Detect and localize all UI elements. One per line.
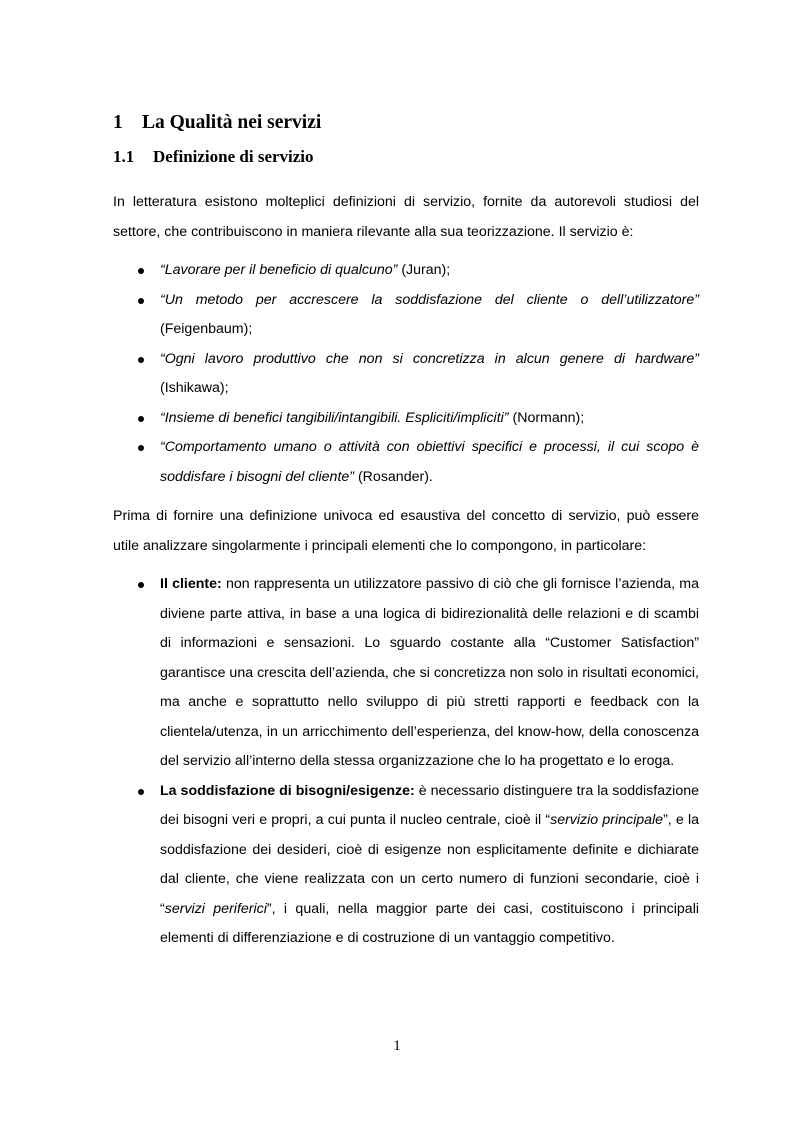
list-item xyxy=(113,433,699,492)
definitions-block xyxy=(113,256,699,492)
bullet-icon xyxy=(138,357,144,363)
element-text: ”, e la soddisfazione dei desideri, cioè di esigenze non esplicitamente definite e dichiarate dal cliente, che viene realizzata con un certo numero di funzioni secondarie, cioè i “ xyxy=(160,812,700,917)
definition-quote: “Comportamento umano o attività con obiettivi specifici e processi, il cui scopo è soddisfare i bisogni del cliente” xyxy=(160,439,699,485)
bullet-icon xyxy=(138,445,144,451)
list-item xyxy=(113,345,699,404)
transition-paragraph: Prima di fornire una definizione univoca ed esaustiva del concetto di servizio, può essere utile analizzare singolarmente i principali elementi che lo compongono, in particolare: xyxy=(113,508,699,554)
bullet-icon xyxy=(138,268,144,274)
element-text: non rappresenta un utilizzatore passivo di ciò che gli fornisce l’azienda, ma diviene parte attiva, in base a una logica di bidirezionalità delle relazioni e di scambi di informazioni e sensazioni. Lo sguardo costante alla “Customer Satisfaction” garantisce una crescita dell’azienda, che si concretizza non solo in risultati economici, ma anche e soprattutto nello sviluppo di più stretti rapporti e feedback con la clientela/utenza, in un arricchimento dell’esperienza, del know-how, della conoscenza del servizio all’interno della stessa organizzazione che lo ha progettato e lo eroga. xyxy=(160,576,700,769)
section-title: Definizione di servizio xyxy=(153,147,314,166)
section-number: 1.1 xyxy=(113,147,135,166)
definition-author: (Normann); xyxy=(508,409,585,426)
element-emphasis: servizi periferici xyxy=(164,900,267,917)
list-item xyxy=(113,404,699,434)
element-text: è necessario distinguere tra la soddisfazione dei bisogni veri e propri, a cui punta il nucleo centrale, cioè il “ xyxy=(160,782,699,828)
definition-quote: “Insieme di benefici tangibili/intangibili. Espliciti/impliciti” xyxy=(160,409,509,426)
element-term: Il cliente: xyxy=(160,576,222,592)
elements-list xyxy=(113,570,699,954)
element-term: La soddisfazione di bisogni/esigenze: xyxy=(160,782,415,799)
definition-author: (Juran); xyxy=(397,262,451,278)
page-number: 1 xyxy=(393,1038,401,1054)
list-item xyxy=(113,570,699,777)
definition-quote: “Ogni lavoro produttivo che non si concretizza in alcun genere di hardware” xyxy=(160,350,699,367)
transition-block xyxy=(113,502,699,561)
definition-quote: “Un metodo per accrescere la soddisfazione del cliente o dell’utilizzatore” xyxy=(160,291,699,308)
chapter-heading xyxy=(113,112,321,134)
bullet-icon xyxy=(138,416,144,422)
chapter-number: 1 xyxy=(113,112,123,133)
list-item xyxy=(113,256,699,286)
definition-author: (Rosander). xyxy=(354,468,433,485)
section-heading xyxy=(113,147,314,167)
chapter-title: La Qualità nei servizi xyxy=(142,112,322,133)
element-text: ”, i quali, nella maggior parte dei casi, costituiscono i principali elementi di differenziazione e di costruzione di un vantaggio competitivo. xyxy=(160,900,699,946)
definitions-list xyxy=(113,256,699,492)
elements-block xyxy=(113,570,699,954)
bullet-icon xyxy=(138,582,144,588)
definition-quote: “Lavorare per il beneficio di qualcuno” xyxy=(160,262,398,278)
element-emphasis: servizio principale xyxy=(550,812,664,828)
bullet-icon xyxy=(138,789,144,795)
bullet-icon xyxy=(138,298,144,304)
definition-author: (Ishikawa); xyxy=(160,380,229,396)
list-item xyxy=(113,777,699,954)
list-item xyxy=(113,286,699,345)
intro-paragraph: In letteratura esistono molteplici definizioni di servizio, fornite da autorevoli studiosi del settore, che contribuiscono in maniera rilevante alla sua teorizzazione. Il servizio è: xyxy=(113,194,699,240)
definition-author: (Feigenbaum); xyxy=(160,321,253,337)
intro-block xyxy=(113,188,699,247)
